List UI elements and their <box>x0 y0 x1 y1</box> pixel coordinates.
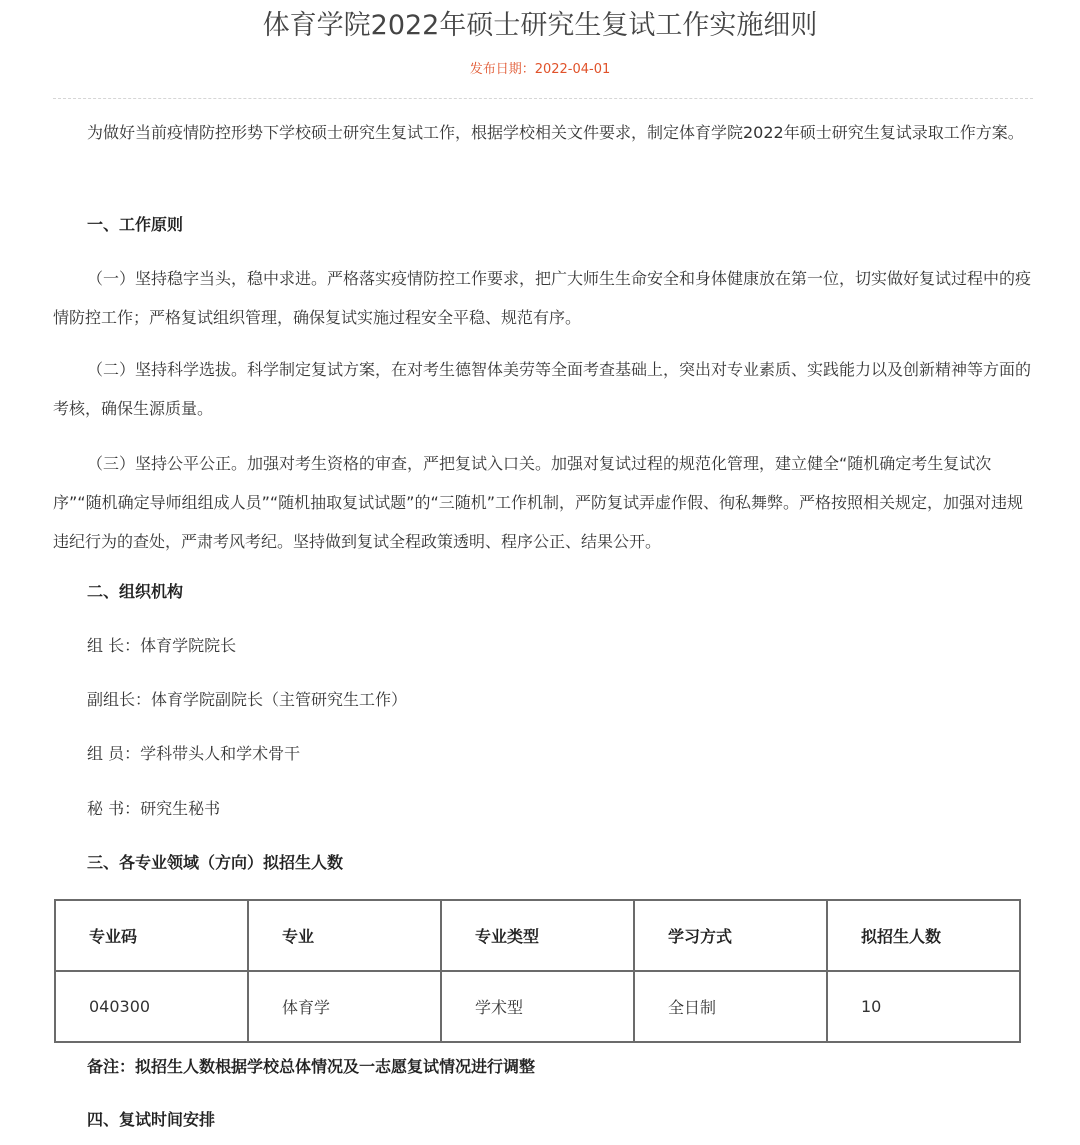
cell-major: 体育学 <box>248 971 441 1042</box>
header-planned-enrollment: 拟招生人数 <box>827 900 1020 971</box>
cell-major-type: 学术型 <box>441 971 634 1042</box>
principle-paragraph-2: （二）坚持科学选拔。科学制定复试方案，在对考生德智体美劳等全面考查基础上，突出对专业素质、实践能力以及创新精神等方面的考核，确保生源质量。 <box>53 360 1032 418</box>
org-deputy-leader: 副组长：体育学院副院长（主管研究生工作） <box>87 690 408 709</box>
title-divider <box>53 98 1033 99</box>
cell-study-mode: 全日制 <box>634 971 827 1042</box>
section-heading-quota: 三、各专业领域（方向）拟招生人数 <box>87 853 344 872</box>
enrollment-quota-table <box>54 899 1021 1043</box>
org-members: 组 员：学科带头人和学术骨干 <box>87 744 301 763</box>
publish-date: 发布日期：2022-04-01 <box>469 62 611 77</box>
intro-paragraph: 为做好当前疫情防控形势下学校硕士研究生复试工作，根据学校相关文件要求，制定体育学院2022年硕士研究生复试录取工作方案。 <box>87 123 1024 142</box>
table-row <box>55 971 1020 1042</box>
cell-major-code: 040300 <box>55 971 248 1042</box>
principle-paragraph-3: （三）坚持公平公正。加强对考生资格的审查，严把复试入口关。加强对复试过程的规范化管理，建立健全“随机确定考生复试次序”“随机确定导师组组成人员”“随机抽取复试试题”的“三随机”工作机制，严防复试弄虚作假、徇私舞弊。严格按照相关规定，加强对违规违纪行为的查处，严肃考风考纪。坚持做到复试全程政策透明、程序公正、结果公开。 <box>53 454 1024 551</box>
org-leader: 组 长：体育学院院长 <box>87 636 237 655</box>
org-secretary: 秘 书：研究生秘书 <box>87 799 221 818</box>
section-heading-principles: 一、工作原则 <box>87 215 184 234</box>
section-heading-organization: 二、组织机构 <box>87 582 184 601</box>
cell-planned-enrollment: 10 <box>827 971 1020 1042</box>
header-major-type: 专业类型 <box>441 900 634 971</box>
article-title: 体育学院2022年硕士研究生复试工作实施细则 <box>262 10 818 41</box>
header-major-code: 专业码 <box>55 900 248 971</box>
table-header-row <box>55 900 1020 971</box>
quota-note: 备注：拟招生人数根据学校总体情况及一志愿复试情况进行调整 <box>87 1057 536 1076</box>
section-heading-schedule: 四、复试时间安排 <box>87 1110 216 1129</box>
principle-paragraph-1: （一）坚持稳字当头，稳中求进。严格落实疫情防控工作要求，把广大师生生命安全和身体健康放在第一位，切实做好复试过程中的疫情防控工作；严格复试组织管理，确保复试实施过程安全平稳、规范有序。 <box>53 269 1032 327</box>
header-study-mode: 学习方式 <box>634 900 827 971</box>
header-major: 专业 <box>248 900 441 971</box>
